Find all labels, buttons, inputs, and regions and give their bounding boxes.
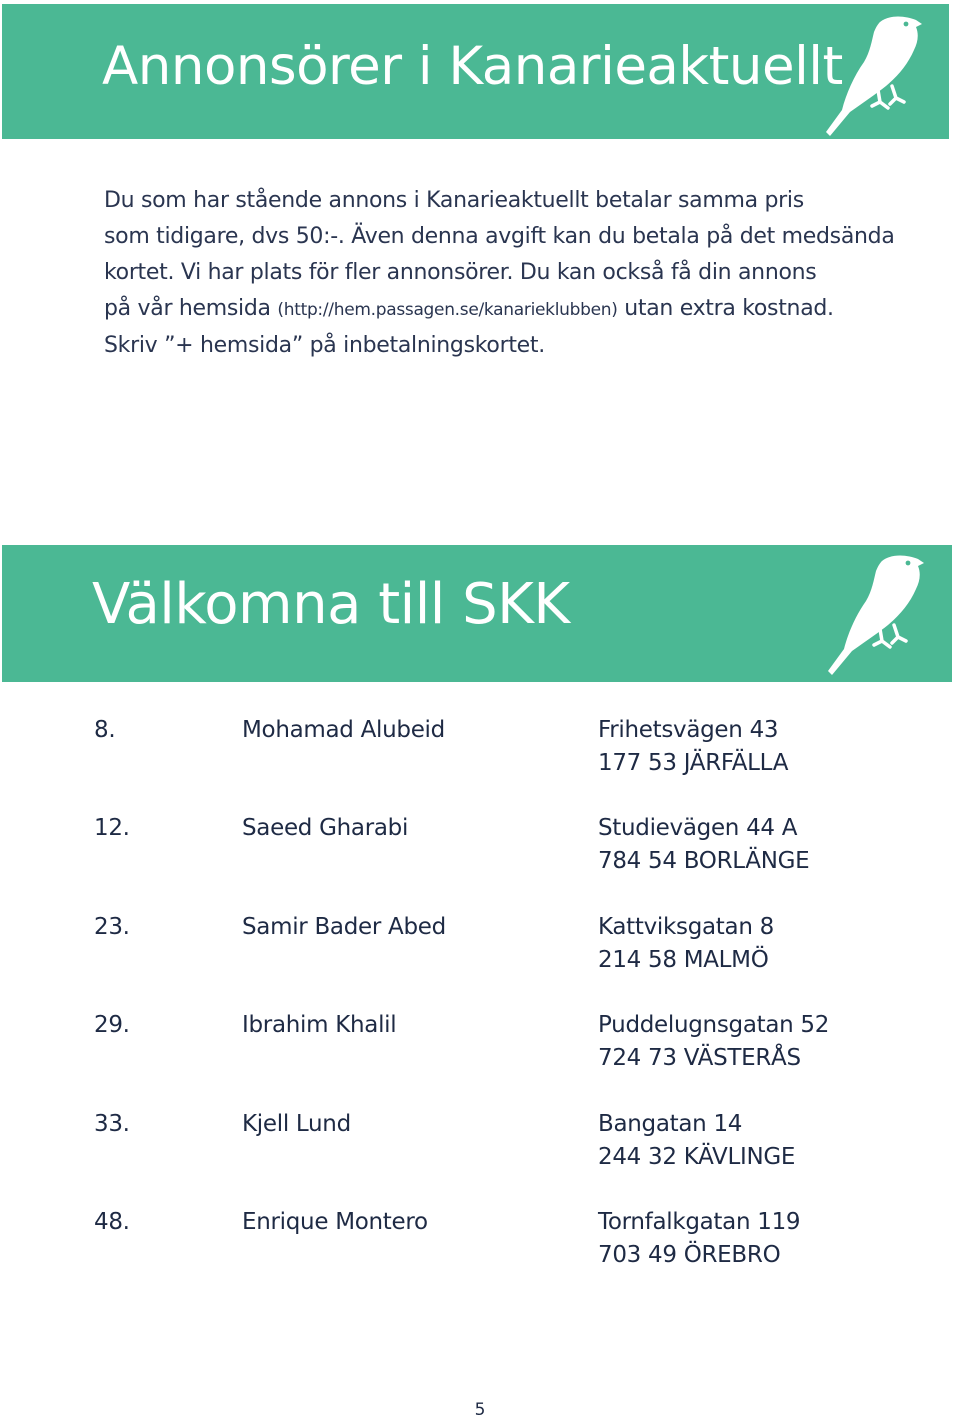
member-name: Samir Bader Abed — [242, 913, 446, 940]
postal-city: 244 32 KÄVLINGE — [598, 1143, 796, 1170]
postal-city: 703 49 ÖREBRO — [598, 1241, 781, 1268]
member-address — [598, 911, 774, 977]
member-address — [598, 714, 788, 780]
member-address — [598, 1108, 795, 1174]
member-name: Enrique Montero — [242, 1208, 428, 1235]
intro-line: Skriv ”+ hemsida” på inbetalningskortet. — [104, 333, 545, 358]
member-number: 23. — [94, 913, 130, 940]
postal-city: 177 53 JÄRFÄLLA — [598, 750, 789, 776]
street: Frihetsvägen 43 — [598, 717, 779, 743]
intro-line: kortet. Vi har plats för fler annonsörer. Du kan också få din annons — [104, 260, 817, 285]
member-name: Ibrahim Khalil — [242, 1012, 397, 1039]
member-number: 8. — [94, 717, 116, 743]
member-name: Saeed Gharabi — [242, 815, 409, 842]
postal-city: 214 58 MALMÖ — [598, 946, 769, 973]
canary-bird-icon — [822, 548, 927, 678]
intro-text: utan extra kostnad. — [617, 296, 834, 321]
list-item — [94, 812, 914, 910]
intro-line: Du som har stående annons i Kanarieaktuellt betalar samma pris — [104, 188, 804, 213]
page-number: 5 — [474, 1400, 486, 1420]
intro-paragraph — [104, 183, 924, 364]
member-number: 29. — [94, 1012, 130, 1039]
header-banner-advertisers — [2, 4, 949, 139]
list-item — [94, 1009, 914, 1107]
list-item — [94, 714, 914, 812]
list-item — [94, 911, 914, 1009]
postal-city: 724 73 VÄSTERÅS — [598, 1045, 801, 1072]
list-item — [94, 1108, 914, 1206]
intro-line: som tidigare, dvs 50:-. Även denna avgift kan du betala på det medsända — [104, 224, 895, 249]
member-number: 48. — [94, 1208, 130, 1235]
section-title-advertisers: Annonsörer i Kanarieaktuellt — [102, 36, 843, 97]
member-name: Mohamad Alubeid — [242, 717, 445, 743]
street: Tornfalkgatan 119 — [598, 1208, 801, 1235]
intro-line — [104, 291, 924, 328]
member-number: 12. — [94, 815, 130, 842]
street: Puddelugnsgatan 52 — [598, 1012, 830, 1039]
member-number: 33. — [94, 1110, 130, 1137]
header-banner-welcome — [2, 545, 952, 682]
member-address — [598, 1206, 800, 1272]
member-address — [598, 812, 809, 878]
member-address — [598, 1009, 829, 1075]
street: Kattviksgatan 8 — [598, 913, 774, 940]
intro-text: på vår hemsida — [104, 296, 278, 321]
street: Studievägen 44 A — [598, 815, 798, 842]
new-members-list — [94, 714, 914, 1304]
section-title-welcome: Välkomna till SKK — [92, 572, 570, 637]
list-item — [94, 1206, 914, 1304]
member-name: Kjell Lund — [242, 1110, 351, 1137]
homepage-link[interactable]: (http://hem.passagen.se/kanarieklubben) — [277, 300, 618, 320]
canary-bird-icon — [820, 10, 925, 138]
street: Bangatan 14 — [598, 1110, 743, 1137]
postal-city: 784 54 BORLÄNGE — [598, 848, 810, 875]
